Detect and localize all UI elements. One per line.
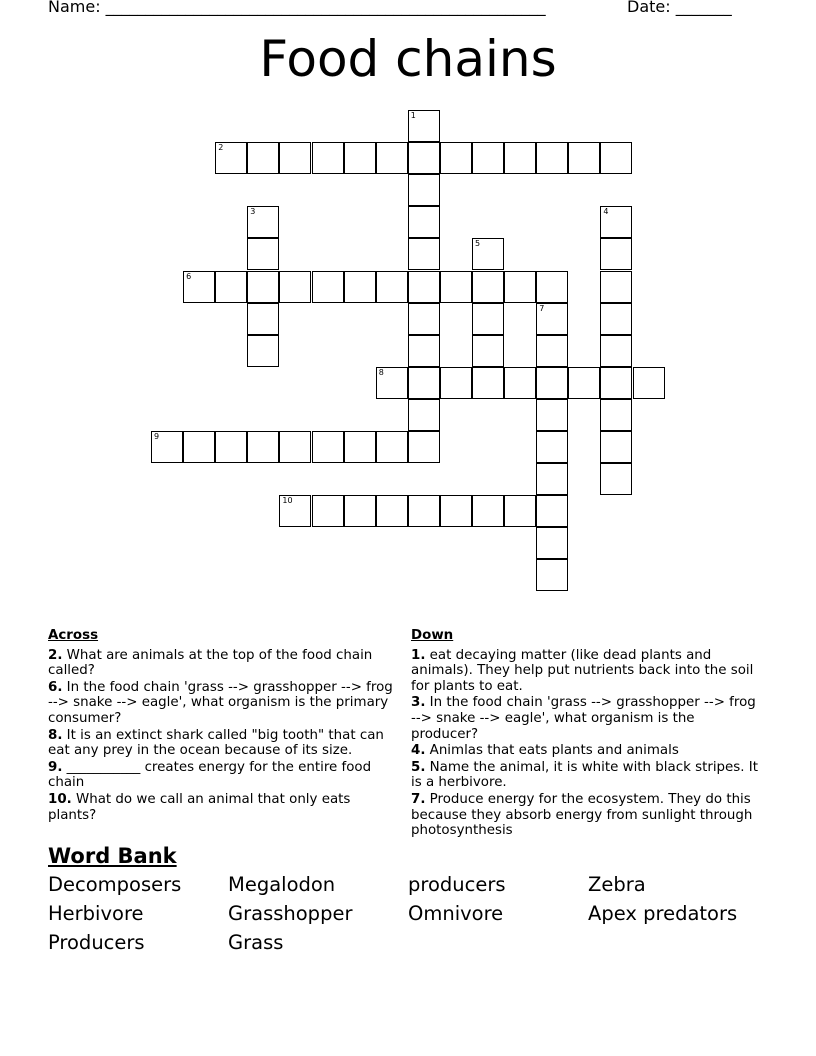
- grid-cell[interactable]: [312, 142, 344, 174]
- clue-text: What are animals at the top of the food chain called?: [48, 647, 373, 679]
- across-clue: [48, 680, 400, 727]
- grid-cell[interactable]: [376, 367, 408, 399]
- grid-cell[interactable]: [600, 367, 632, 399]
- grid-cell[interactable]: [376, 495, 408, 527]
- across-clue: [48, 728, 400, 759]
- grid-cell[interactable]: [536, 335, 568, 367]
- grid-cell[interactable]: [344, 271, 376, 303]
- word-bank-item: Apex predators: [588, 902, 738, 925]
- grid-cell[interactable]: [408, 495, 440, 527]
- grid-cell[interactable]: [504, 495, 536, 527]
- grid-cell[interactable]: [247, 431, 279, 463]
- grid-cell[interactable]: [504, 367, 536, 399]
- word-bank-item: Zebra: [588, 873, 646, 896]
- clue-number: 7: [539, 303, 545, 313]
- grid-cell[interactable]: [408, 399, 440, 431]
- clue-text: Name the animal, it is white with black stripes. It is a herbivore.: [411, 759, 758, 791]
- grid-cell[interactable]: [633, 367, 665, 399]
- grid-cell[interactable]: [472, 142, 504, 174]
- grid-cell[interactable]: [536, 495, 568, 527]
- clue-text: Animlas that eats plants and animals: [425, 743, 679, 759]
- grid-cell[interactable]: [376, 142, 408, 174]
- clue-number: 10: [282, 496, 293, 506]
- grid-cell[interactable]: [472, 303, 504, 335]
- clue-text: What do we call an animal that only eats plants?: [48, 791, 351, 823]
- grid-cell[interactable]: [440, 367, 472, 399]
- grid-cell[interactable]: [536, 399, 568, 431]
- grid-cell[interactable]: [183, 431, 215, 463]
- grid-cell[interactable]: [472, 495, 504, 527]
- across-clue: [48, 792, 400, 823]
- grid-cell[interactable]: [504, 271, 536, 303]
- clue-label: 6.: [48, 679, 63, 695]
- grid-cell[interactable]: [600, 303, 632, 335]
- grid-cell[interactable]: [600, 206, 632, 238]
- clue-number: 9: [154, 432, 160, 441]
- word-bank-item: Herbivore: [48, 902, 144, 925]
- grid-cell[interactable]: [536, 559, 568, 591]
- grid-cell[interactable]: [247, 303, 279, 335]
- grid-cell[interactable]: [247, 271, 279, 303]
- grid-cell[interactable]: [215, 271, 247, 303]
- grid-cell[interactable]: [344, 495, 376, 527]
- grid-cell[interactable]: [600, 238, 632, 270]
- word-bank: [48, 873, 788, 955]
- grid-cell[interactable]: [183, 271, 215, 303]
- grid-cell[interactable]: [279, 495, 311, 527]
- grid-cell[interactable]: [215, 431, 247, 463]
- grid-cell[interactable]: [344, 142, 376, 174]
- grid-cell[interactable]: [568, 142, 600, 174]
- grid-cell[interactable]: [440, 142, 472, 174]
- word-bank-item: Grasshopper: [228, 902, 353, 925]
- clue-number: 6: [186, 271, 192, 281]
- grid-cell[interactable]: [247, 238, 279, 270]
- date-line[interactable]: Date: _______: [627, 0, 732, 16]
- grid-cell[interactable]: [536, 142, 568, 174]
- across-clues: [48, 628, 400, 824]
- clue-number: 1: [410, 111, 416, 120]
- grid-cell[interactable]: [472, 367, 504, 399]
- down-clue: [411, 760, 763, 791]
- grid-cell[interactable]: [312, 495, 344, 527]
- grid-cell[interactable]: [536, 527, 568, 559]
- grid-cell[interactable]: [472, 335, 504, 367]
- word-bank-item: Megalodon: [228, 873, 336, 896]
- down-clues: [411, 628, 763, 840]
- clue-label: 5.: [411, 759, 426, 775]
- word-bank-item: Producers: [48, 931, 145, 954]
- across-heading: Across: [48, 628, 99, 643]
- across-clue: [48, 760, 400, 791]
- grid-cell[interactable]: [279, 271, 311, 303]
- clue-text: It is an extinct shark called "big tooth" that can eat any prey in the ocean because of its size.: [48, 727, 384, 759]
- grid-cell[interactable]: [600, 463, 632, 495]
- word-bank-title: Word Bank: [48, 844, 177, 868]
- name-line[interactable]: Name: _______________________________________________________: [48, 0, 546, 16]
- word-bank-item: Grass: [228, 931, 284, 954]
- grid-cell[interactable]: [279, 431, 311, 463]
- grid-cell[interactable]: [536, 431, 568, 463]
- word-bank-item: Omnivore: [408, 902, 504, 925]
- grid-cell[interactable]: [440, 495, 472, 527]
- clue-label: 4.: [411, 743, 426, 759]
- clue-text: In the food chain 'grass --> grasshopper --> frog --> snake --> eagle', what organism is the primary consumer?: [48, 679, 393, 726]
- grid-cell[interactable]: [600, 142, 632, 174]
- grid-cell[interactable]: [536, 463, 568, 495]
- clue-label: 2.: [48, 647, 63, 663]
- clue-number: 5: [475, 239, 481, 249]
- grid-cell[interactable]: [408, 238, 440, 270]
- clue-label: 3.: [411, 695, 426, 711]
- grid-cell[interactable]: [376, 431, 408, 463]
- down-clue: [411, 648, 763, 695]
- grid-cell[interactable]: [472, 238, 504, 270]
- grid-cell[interactable]: [568, 367, 600, 399]
- clue-text: eat decaying matter (like dead plants and animals). They help put nutrients back into the soil for plants to eat.: [411, 647, 754, 694]
- grid-cell[interactable]: [472, 271, 504, 303]
- down-heading: Down: [411, 628, 454, 643]
- clue-label: 10.: [48, 791, 72, 807]
- clue-text: Produce energy for the ecosystem. They do this because they absorb energy from sunlight through photosynthesis: [411, 791, 753, 839]
- clue-number: 3: [250, 207, 256, 217]
- grid-cell[interactable]: [312, 271, 344, 303]
- grid-cell[interactable]: [376, 271, 408, 303]
- grid-cell[interactable]: [536, 367, 568, 399]
- grid-cell[interactable]: [600, 431, 632, 463]
- clue-label: 9.: [48, 759, 63, 775]
- grid-cell[interactable]: [536, 271, 568, 303]
- down-clue: [411, 792, 763, 839]
- grid-cell[interactable]: [600, 399, 632, 431]
- across-clue: [48, 648, 400, 679]
- grid-cell[interactable]: [344, 431, 376, 463]
- word-bank-item: producers: [408, 873, 506, 896]
- grid-cell[interactable]: [440, 271, 472, 303]
- grid-cell[interactable]: [408, 271, 440, 303]
- grid-cell[interactable]: [600, 271, 632, 303]
- grid-cell[interactable]: [536, 303, 568, 335]
- grid-cell[interactable]: [408, 174, 440, 206]
- clue-label: 7.: [411, 791, 426, 807]
- grid-cell[interactable]: [408, 303, 440, 335]
- word-bank-item: Decomposers: [48, 873, 182, 896]
- clue-number: 8: [378, 367, 384, 377]
- clue-label: 1.: [411, 647, 426, 663]
- grid-cell[interactable]: [408, 206, 440, 238]
- grid-cell[interactable]: [408, 431, 440, 463]
- grid-cell[interactable]: [312, 431, 344, 463]
- grid-cell[interactable]: [408, 142, 440, 174]
- grid-cell[interactable]: [247, 142, 279, 174]
- clue-text: In the food chain 'grass --> grasshopper --> frog --> snake --> eagle', what organism is the producer?: [411, 695, 756, 742]
- clue-number: 4: [603, 207, 609, 217]
- grid-cell[interactable]: [408, 367, 440, 399]
- grid-cell[interactable]: [504, 142, 536, 174]
- grid-cell[interactable]: [151, 431, 183, 463]
- grid-cell[interactable]: [279, 142, 311, 174]
- clue-text: ___________ creates energy for the entire food chain: [48, 759, 372, 791]
- grid-cell[interactable]: [247, 206, 279, 238]
- grid-cell[interactable]: [215, 142, 247, 174]
- down-clue: [411, 695, 763, 742]
- page-title: Food chains: [259, 30, 557, 88]
- grid-cell[interactable]: [408, 110, 440, 142]
- clue-number: 2: [218, 143, 224, 153]
- grid-cell[interactable]: [408, 335, 440, 367]
- grid-cell[interactable]: [247, 335, 279, 367]
- clue-label: 8.: [48, 727, 63, 743]
- down-clue: [411, 743, 763, 759]
- grid-cell[interactable]: [600, 335, 632, 367]
